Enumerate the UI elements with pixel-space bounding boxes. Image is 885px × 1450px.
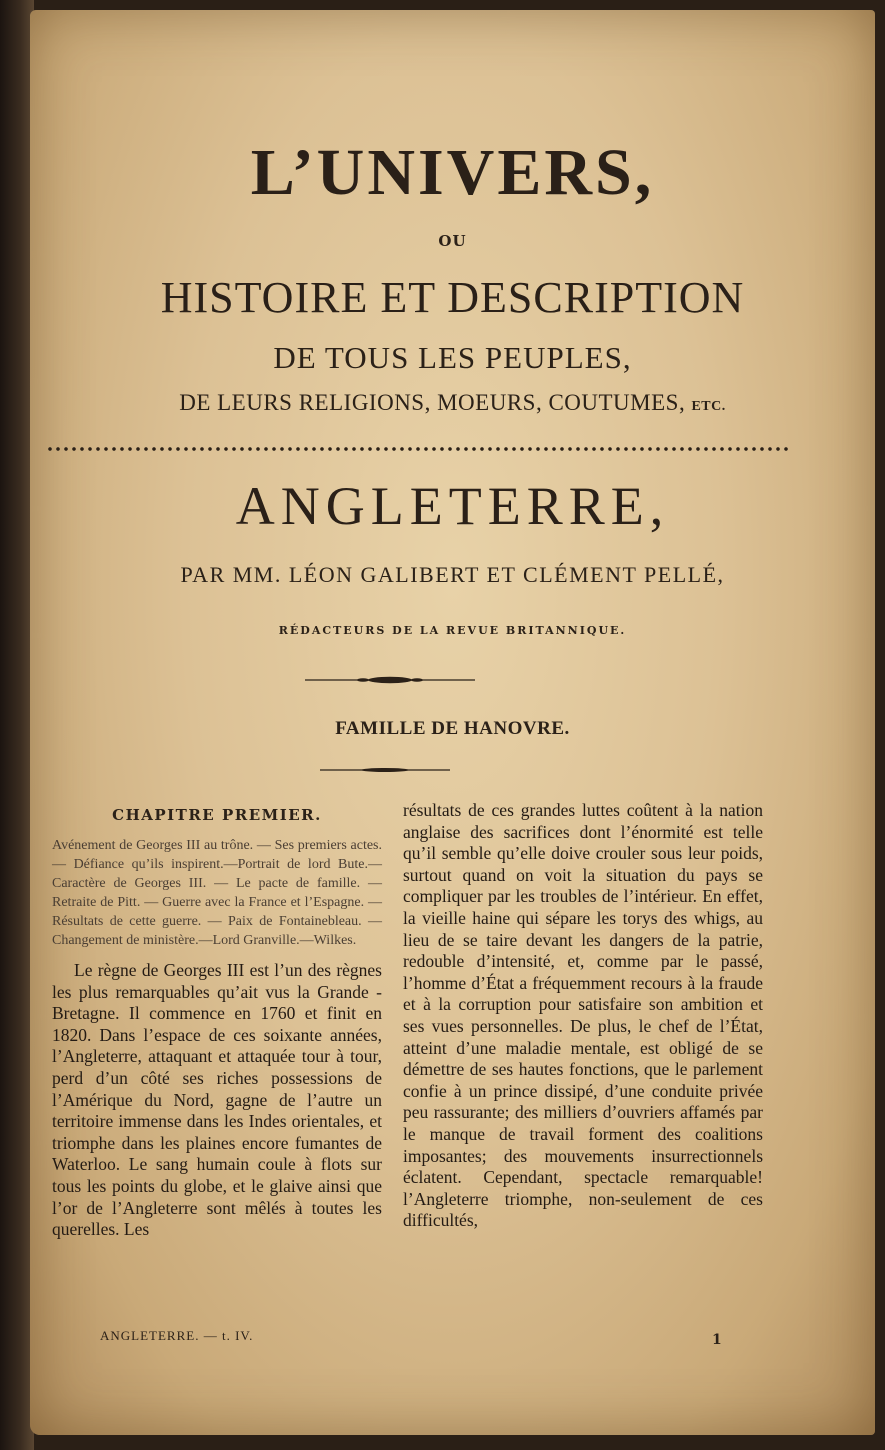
section-title: FAMILLE DE HANOVRE. [335,718,570,739]
book-page [30,10,875,1435]
title-conjunction: OU [438,232,467,250]
dotted-divider [46,446,788,452]
subtitle-line-4-text: DE LEURS RELIGIONS, MOEURS, COUTUMES, [179,390,686,415]
authors-role: RÉDACTEURS DE LA REVUE BRITANNIQUE. [278,624,627,637]
book-spine [0,0,34,1450]
subtitle-etc: ETC. [691,399,726,414]
chapter-heading: CHAPITRE PREMIER. [112,806,322,824]
printer-signature: ANGLETERRE. — t. IV. [100,1328,254,1343]
subtitle-line-4 [30,390,875,416]
subtitle-main: HISTOIRE ET DESCRIPTION [160,273,745,322]
page-title: L’UNIVERS, [250,136,655,209]
column-left [52,800,382,1241]
body-text-left: Le règne de Georges III est l’un des règnes les plus remarquables qu’ait vus la Grande - Bretagne. Il commence en 1760 et finit en 1820. Dans l’espace de ces soixante années, l’Angleterre, attaquant et attaquée tour à tour, perd d’un côté ses riches possessions de l’Amérique du Nord, gagne de l’autre un territoire immense dans les Indes orientales, et triomphe dans les plaines encore fumantes de Waterloo. Le sang humain coule à flots sur tous les points du globe, et le glaive ainsi que l’or de l’Angleterre sont mêlés à toutes les querelles. Les [52,960,382,1240]
ornament-divider-bottom [320,766,450,774]
ornament-divider-top [305,675,475,685]
body-text-right: résultats de ces grandes luttes coûtent à la nation anglaise des sacrifices dont l’énormité est telle qu’il semble qu’elle doive crouler sous leur poids, surtout quand on voit la situation du pays se compliquer par les troubles de l’intérieur. En effet, la vieille haine qui sépare les torys des whigs, au lieu de se taire devant les dangers de la patrie, redouble d’intensité, et, comme par le passé, l’homme d’État a fréquemment recours à la fraude et à la corruption pour satisfaire son ambition et ses vues personnelles. De plus, le chef de l’État, atteint d’une maladie mentale, est obligé de se démettre de ses hautes fonctions, que le parlement confie à un prince dissipé, d’une conduite privée peu rassurante; des milliers d’ouvriers affamés par le manque de travail forment des coalitions imposantes; des mouvements insurrectionnels éclatent. Cependant, spectacle remarquable! l’Angleterre triomphe, non-seulement de ces difficultés, [403,800,763,1231]
chapter-summary: Avénement de Georges III au trône. — Ses premiers actes. — Défiance qu’ils inspirent.—Portrait de lord Bute.—Caractère de Georges III. — Le pacte de famille. — Retraite de Pitt. — Guerre avec la France et l’Espagne. —Résultats de cette guerre. — Paix de Fontainebleau. — Changement de ministère.—Lord Granville.—Wilkes. [52,838,382,948]
subtitle-line-3: DE TOUS LES PEUPLES, [273,340,632,375]
signature-number: 1 [712,1332,722,1348]
column-right [403,800,763,1232]
volume-title: ANGLETERRE, [235,476,670,536]
authors-line: PAR MM. LÉON GALIBERT ET CLÉMENT PELLÉ, [180,562,725,587]
